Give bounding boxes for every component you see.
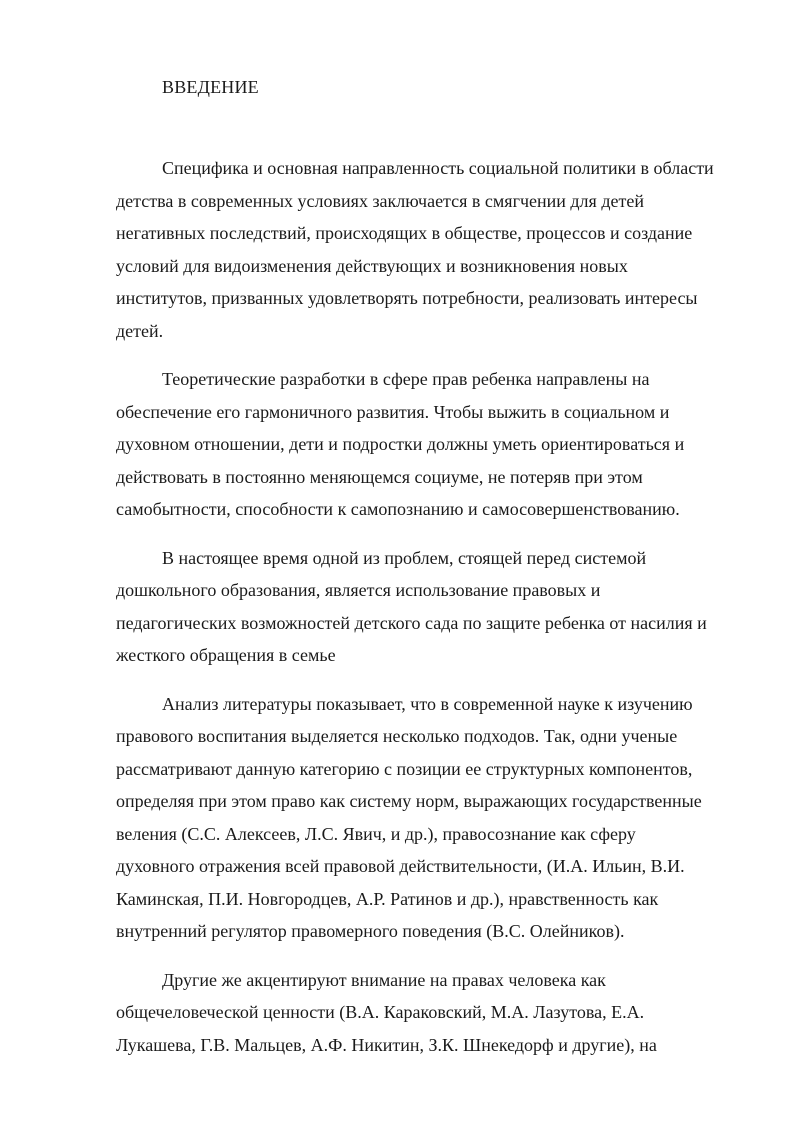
text-line: детей. [116,320,164,341]
text-line: внутренний регулятор правомерного поведения (В.С. Олейников). [116,921,625,941]
text-line: дошкольного образования, является использование правовых и [116,580,601,600]
text-line: правового воспитания выделяется несколько подходов. Так, одни ученые [116,726,678,746]
text-line: общечеловеческой ценности (В.А. Караковский, М.А. Лазутова, Е.А. [116,1002,645,1022]
paragraph [116,363,756,526]
document-heading: ВВЕДЕНИЕ [162,77,259,97]
text-line: духовном отношении, дети и подростки должны уметь ориентироваться и [116,434,685,454]
text-line: негативных последствий, происходящих в обществе, процессов и создание [116,223,693,243]
text-line: Анализ литературы показывает, что в современной науке к изучению [162,693,693,714]
document-body [116,152,756,1077]
text-line: детства в современных условиях заключается в смягчении для детей [116,190,644,211]
paragraph [116,964,756,1062]
text-line: веления (С.С. Алексеев, Л.С. Явич, и др.), правосознание как сферу [116,823,636,844]
text-line: условий для видоизменения действующих и возникновения новых [116,255,628,276]
text-line: самобытности, способности к самопознанию и самосовершенствованию. [116,499,680,519]
text-line: определяя при этом право как систему норм, выражающих государственные [116,791,702,811]
text-line: Другие же акцентируют внимание на правах человека как [162,969,606,990]
text-line: жесткого обращения в семье [116,645,336,665]
text-line: институтов, призванных удовлетворять потребности, реализовать интересы [116,288,698,308]
paragraph [116,542,756,672]
text-line: рассматривают данную категорию с позиции ее структурных компонентов, [116,758,693,779]
text-line: Лукашева, Г.В. Мальцев, А.Ф. Никитин, З.К. Шнекедорф и другие), на [116,1034,657,1055]
paragraph [116,688,756,948]
text-line: обеспечение его гармоничного развития. Чтобы выжить в социальном и [116,401,670,422]
paragraph [116,152,756,347]
text-line: Каминская, П.И. Новгородцев, А.Р. Ратинов и др.), нравственность как [116,888,659,909]
text-line: В настоящее время одной из проблем, стоящей перед системой [162,547,647,568]
text-line: Теоретические разработки в сфере прав ребенка направлены на [162,369,650,389]
text-line: педагогических возможностей детского сада по защите ребенка от насилия и [116,612,707,633]
text-line: Специфика и основная направленность социальной политики в области [162,158,714,178]
text-line: духовного отражения всей правовой действительности, (И.А. Ильин, В.И. [116,856,685,876]
text-line: действовать в постоянно меняющемся социуме, не потеряв при этом [116,466,643,487]
